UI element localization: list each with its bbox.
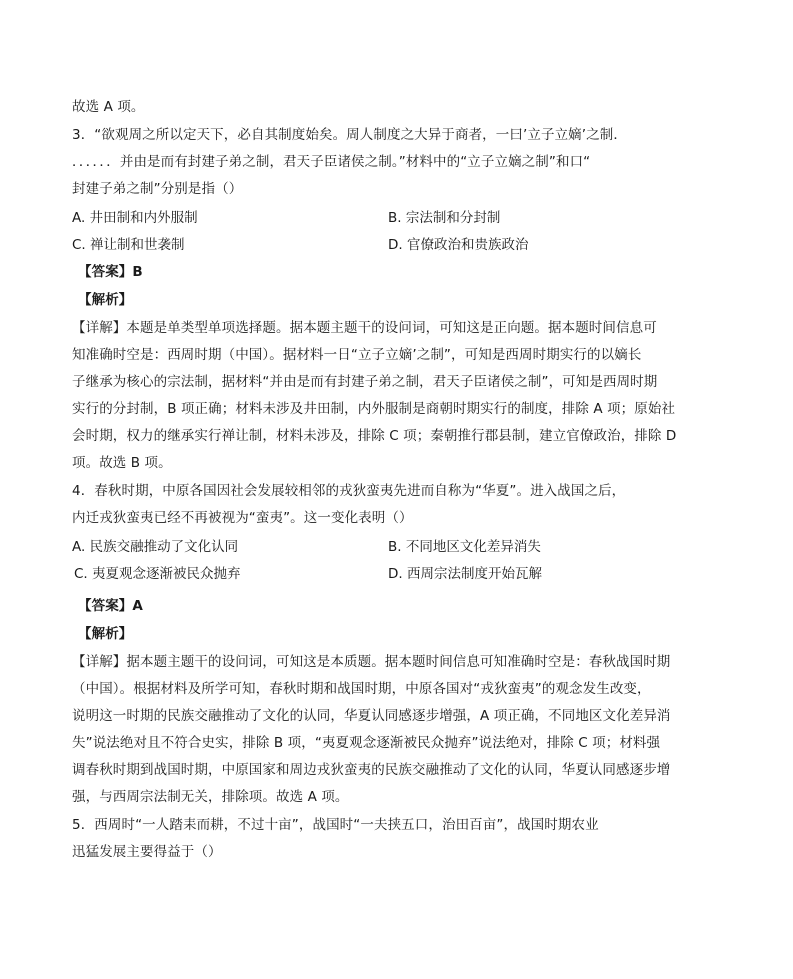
question-4-option-c: C. 夷夏观念逐渐被民众抛弃 <box>74 566 241 582</box>
question-5-stem-line-2: 迅猛发展主要得益于（） <box>72 844 222 860</box>
question-4-explanation-line-5: 调春秋时期到战国时期，中原国家和周边戎狄蛮夷的民族交融推动了文化的认同，华夏认同感逐步增 <box>72 762 671 778</box>
question-4-analysis-heading: 【解析】 <box>78 626 133 642</box>
question-4-option-a: A. 民族交融推动了文化认同 <box>72 539 239 555</box>
question-4-explanation-line-1: 【详解】据本题主题干的设问词，可知这是本质题。据本题时间信息可知准确时空是：春秋战国时期 <box>72 654 671 670</box>
question-4-explanation-line-4: 失”说法绝对且不符合史实，排除 B 项，“夷夏观念逐渐被民众抛弃”说法绝对，排除 C 项；材料强 <box>72 735 661 751</box>
question-3-option-b: B. 宗法制和分封制 <box>388 210 501 226</box>
question-4-option-b: B. 不同地区文化差异消失 <box>388 539 541 555</box>
question-3-answer: 【答案】B <box>78 264 143 280</box>
question-5-stem-line-1: 5．西周时“一人踏耒而耕，不过十亩”，战国时“一夫挟五口，治田百亩”，战国时期农业 <box>72 817 599 833</box>
question-4-explanation-line-3: 说明这一时期的民族交融推动了文化的认同，华夏认同感逐步增强，A 项正确，不同地区文化差异消 <box>72 708 671 724</box>
question-3-stem-line-3: 封建子弟之制”分别是指（） <box>72 181 243 197</box>
question-3-option-d: D. 官僚政治和贵族政治 <box>388 237 529 253</box>
question-3-explanation-line-4: 实行的分封制，B 项正确；材料未涉及井田制，内外服制是商朝时期实行的制度，排除 A 项；原始社 <box>72 401 676 417</box>
question-4-answer: 【答案】A <box>78 598 143 614</box>
question-4-explanation-line-2: （中国）。根据材料及所学可知，春秋时期和战国时期，中原各国对“戎狄蛮夷”的观念发生改变， <box>72 681 651 697</box>
question-3-option-a: A. 井田制和内外服制 <box>72 210 198 226</box>
question-3-explanation-line-3: 子继承为核心的宗法制，据材料“并由是而有封建子弟之制，君天子臣诸侯之制”，可知是西周时期 <box>72 374 658 390</box>
question-3-stem-line-1: 3．“欲观周之所以定天下，必自其制度始矣。周人制度之大异于商者，一曰’立子立嫡’之制． <box>72 127 627 143</box>
question-3-stem-line-2: ．．．．．．并由是而有封建子弟之制，君天子臣诸侯之制。”材料中的“立子立嫡之制”和口“ <box>72 154 591 170</box>
question-3-explanation-line-5: 会时期，权力的继承实行禅让制，材料未涉及，排除 C 项；秦朝推行郡县制，建立官僚政治，排除 D <box>72 428 677 444</box>
question-3-explanation-line-1: 【详解】本题是单类型单项选择题。据本题主题干的设问词，可知这是正向题。据本题时间信息可 <box>72 320 657 336</box>
question-3-explanation-line-6: 项。故选 B 项。 <box>72 455 172 471</box>
question-3-option-c: C. 禅让制和世袭制 <box>72 237 185 253</box>
question-3-explanation-line-2: 知准确时空是：西周时期（中国）。据材料一日“立子立嫡’之制”，可知是西周时期实行的以嫡长 <box>72 347 642 363</box>
question-4-option-d: D. 西周宗法制度开始瓦解 <box>388 566 542 582</box>
question-4-stem-line-1: 4．春秋时期，中原各国因社会发展较相邻的戎狄蛮夷先进而自称为“华夏”。进入战国之后， <box>72 483 626 499</box>
question-3-analysis-heading: 【解析】 <box>78 292 133 308</box>
conclusion-line: 故选 A 项。 <box>72 99 145 115</box>
question-4-stem-line-2: 内迁戎狄蛮夷已经不再被视为“蛮夷”。这一变化表明（） <box>72 510 413 526</box>
question-4-explanation-line-6: 强，与西周宗法制无关，排除项。故选 A 项。 <box>72 789 349 805</box>
